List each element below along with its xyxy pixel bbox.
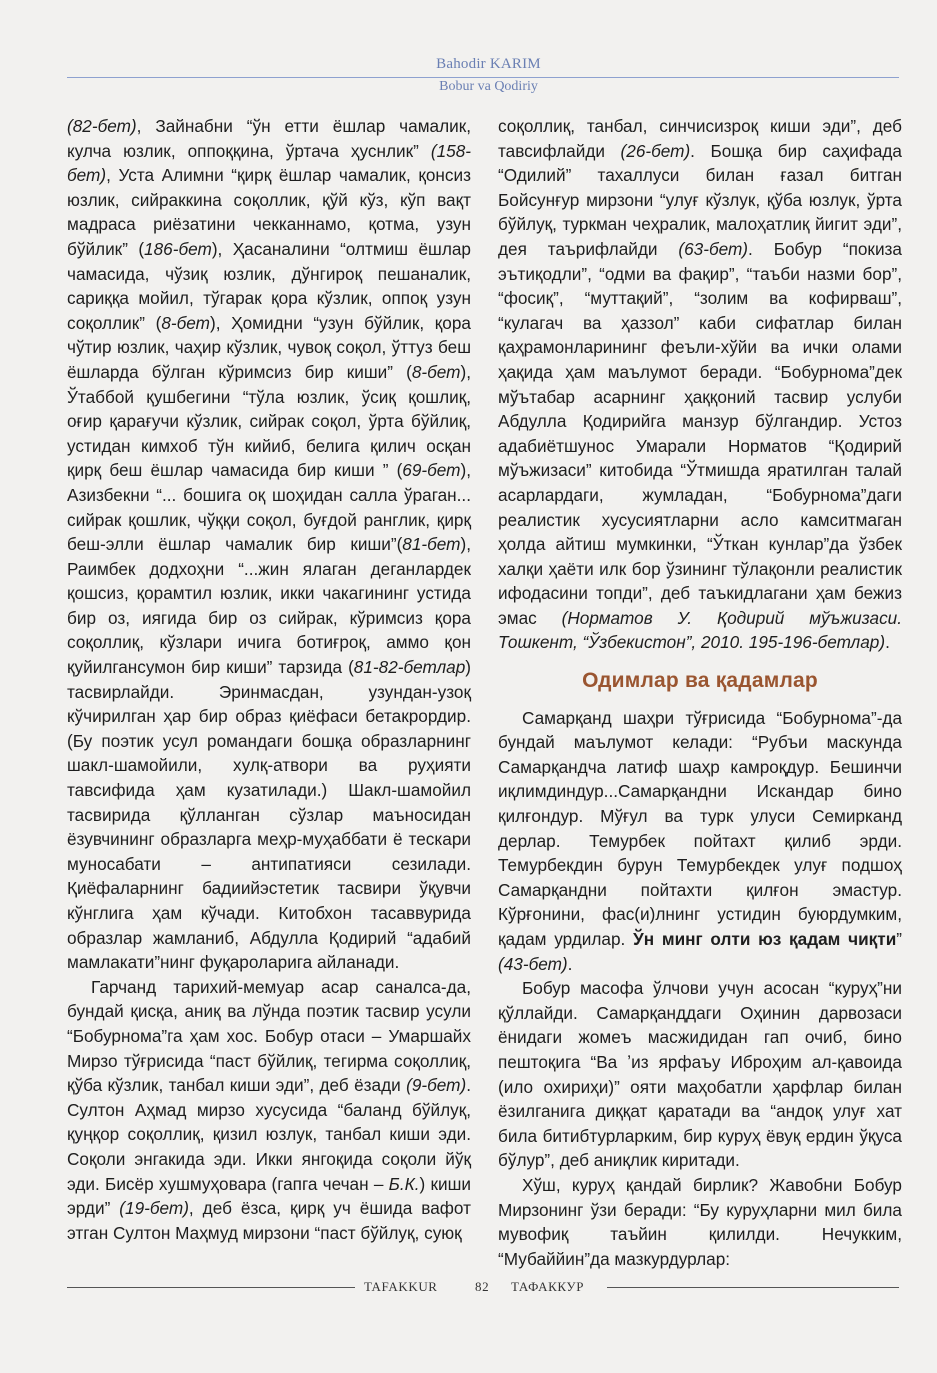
footer-rule-right xyxy=(607,1287,899,1288)
italic-run: (9-бет) xyxy=(406,1075,467,1096)
text-run: . Бобур “покиза эътиқодли”, “одми ва фақир”, “таъби назми бор”, “фосиқ”, “муттақий”, “золим ва кофирваш”, “кулагач ва ҳаззол” каби сифатлар билан қаҳрамонларининг феъли-хўйи ва ички олами ҳақида ҳам маълумот беради. “Бобурнома”дек мўътабар асарнинг ҳаққоний тасвир услуби Абдулла Қодирийга манзур бўлгандир. Устоз адабиётшунос Умарали Норматов “Қодирий мўъжизаси” китобида “Ўтмишда яратилган талай асарлардаги, жумладан, “Бобурнома”даги реалистик хусусиятларни асло камситмаган ҳолда айтиш мумкинки, “Ўткан кунлар”да ўзбек халқи ҳаёти илк бор ўзининг тўлақонли реалистик ифодасини топди”, деб таъкидлагани ҳам бежиз эмас xyxy=(498,238,902,628)
text-run: ), Ҳасаналини “олтмиш ёшлар чамасида, чўзиқ юзлик, дўнгироқ пешаналик, сариққа мойил, тўгарак қора кўзлик, оппоқ узун соқоллик” ( xyxy=(67,238,471,333)
author-name: Bahodir KARIM xyxy=(436,56,541,72)
paragraph xyxy=(498,706,902,977)
text-run: ), Азизбекни “... бошига оқ шоҳидан салла ўраган... сийрак қошлик, чўққи соқол, буғдой ранглик, қирқ беш-элли ёшлар чамалик бир киши”( xyxy=(67,460,471,555)
italic-run: (82-бет) xyxy=(67,116,137,136)
footer-journal-latin: TAFAKKUR xyxy=(364,1279,438,1294)
right-column xyxy=(498,114,902,1271)
italic-run: (26-бет) xyxy=(620,140,691,161)
text-run: соқоллиқ, танбал, синчисизроқ киши эди”, деб тавсифлайди xyxy=(498,116,902,161)
italic-run: 81-82-бетлар xyxy=(353,657,466,678)
text-run: Самарқанд шаҳри тўғрисида “Бобурнома”-да бундай маълумот келади: “Рубъи маскунда Самарқандча латиф шаҳр камроқдур. Бешинчи иқлимдиндур...Самарқандни Искандар бино қилғондур. Мўғул ва турк улуси Семирканд дерлар. Темурбек пойтахт қилиб эрди. Темурбекдин бурун Темурбекдек улуғ подшоҳ Самарқандни пойтахти қилғон эмастур. Кўрғонини, фас(и)лнинг устидин буюрдумким, қадам урдилар. xyxy=(498,707,902,949)
text-run: ” xyxy=(896,929,902,949)
italic-run: Б.К. xyxy=(388,1173,420,1194)
text-run: , Уста Алимни “қирқ ёшлар чамалик, қонсиз юзлик, сийраккина соқоллик, қўй кўз, кўп вақт мадраса риёзатини чекканнамо, қотма, узун бўйлик” ( xyxy=(67,165,471,259)
text-run: Бобур масофа ўлчови учун асосан “куруҳ”ни қўллайди. Самарқанддаги Оҳинин дарвозаси ёнидаги жомеъ масжидидан гап очиб, бино пештоқига “Ва ʼиз ярфаъу Иброҳим ал-қавоида (ило охириҳи)” ояти маҳобатли ҳарфлар билан ёзилганига диққат қаратади ва “андоқ улуғ хат била битибтурларким, бир куруҳ ёвуқ ердин ўқуса бўлур”, деб аниқлик киритади. xyxy=(498,978,902,1171)
text-run: ) киши эрди” xyxy=(67,1173,471,1219)
page-footer xyxy=(67,1277,899,1297)
italic-run: 81-бет xyxy=(402,534,461,555)
text-run: ), Раимбек додхоҳни “...жин ялаган деганлардек қошсиз, қорамтил юзлик, икки чакагининг устида бир оз, иягида бир оз сийрак, кўримсиз қора соқоллиқ, кўзлари ичига ботиғроқ, аммо қон қуйилгансумон бир киши” тарзида ( xyxy=(67,534,471,678)
page-number: 82 xyxy=(475,1279,490,1294)
italic-run: (Норматов У. Қодирий мўъжизаси. Тошкент, “Ўзбекистон”, 2010. 195-196-бетлар) xyxy=(498,607,902,653)
footer-rule-left xyxy=(67,1287,355,1288)
text-run: . Бошқа бир саҳифада “Одилий” тахаллуси билан ғазал битган Бойсунғур мирзони “улуғ кўзлук, қўба юзлук, ўрта бўйлуқ, туркман чеҳралик, малоҳатлиқ йигит эди”, дея таърифлайди xyxy=(498,140,902,259)
text-run: , деб ёзса, қирқ уч ёшида вафот этган Султон Маҳмуд мирзони “паст бўйлуқ, суюқ xyxy=(67,1198,471,1243)
footer-journal-cyrillic: ТАФАККУР xyxy=(511,1279,585,1294)
paragraph xyxy=(498,976,902,1173)
text-run: ), Ҳомидни “узун бўйлик, қора чўтир юзлик, чаҳир кўзлик, чувоқ соқол, ўттуз беш ёшларда бўлган кўримсиз бир киши” ( xyxy=(67,312,471,382)
text-run: . Султон Аҳмад мирзо хусусида “баланд бўйлуқ, қуңқор соқоллиқ, қизил юзлук, танбал киши эди. Соқоли энгакида эди. Икки янгоқида соқоли йўқ эди. Бисёр хушмуҳовара (гапга чечан – xyxy=(67,1075,471,1194)
left-column xyxy=(67,114,471,1245)
text-run: ) тасвирлайди. Эринмасдан, узундан-узоқ кўчирилган ҳар бир образ қиёфаси бетакрордир. (Бу поэтик усул романдаги бошқа образларнинг шакл-шамойили, хулқ-атвори ва руҳияти тавсифида ҳам кузатилади.) Шакл-шамойил тасвирида қўлланган сўзлар маъносидан ёзувчининг образларга меҳр-муҳаббати ё тескари муносабати – антипатияси сезилади. Қиёфаларнинг бадиийэстетик тасвири ўқувчи кўнглига ҳам кўчади. Китобхон тасаввурида образлар жамланиб, Абдулла Қодирий “адабий мамлакати”нинг фуқароларига айланади. xyxy=(67,657,471,973)
italic-run: 8-бет xyxy=(161,312,210,333)
page-header xyxy=(0,56,937,95)
paragraph xyxy=(67,114,471,975)
text-run: Хўш, куруҳ қандай бирлик? Жавобни Бобур Мирзонинг ўзи беради: “Бу куруҳларни мил била мувофиқ таъйин қилилди. Нечукким, “Мубаййин”да мазкурдурлар: xyxy=(498,1174,902,1269)
text-run: , Зайнабни “ўн етти ёшлар чамалик, кулча юзлик, оппоққина, ўртача ҳуснлик” xyxy=(67,116,471,161)
paragraph xyxy=(67,975,471,1246)
italic-run: 69-бет xyxy=(402,460,461,481)
text-run: . xyxy=(885,632,890,653)
running-title: Bobur va Qodiriy xyxy=(439,79,538,94)
italic-run: (43-бет) xyxy=(498,953,568,974)
italic-run: 186-бет xyxy=(144,238,212,259)
text-run: Гарчанд тарихий-мемуар асар саналса-да, бундай қисқа, аниқ ва лўнда поэтик тасвир усули “Бобурнома”га ҳам хос. Бобур отаси – Умаршайх Мирзо тўғрисида “паст бўйлиқ, тегирма соқоллиқ, қўба кўзлик, танбал киши эди”, деб ёзади xyxy=(67,976,471,1096)
italic-run: (158-бет) xyxy=(67,140,471,186)
text-run: ), Ўтаббой қушбегини “тўла юзлик, ўсиқ қошлиқ, оғир қарағучи кўзлик, сийрак соқол, ўрта бўйлиқ, устидан кимхоб тўн кийиб, белига қилич осқан қирқ беш ёшлар чамасида бир киши ” ( xyxy=(67,361,471,481)
bold-run: Ўн минг олти юз қадам чиқти xyxy=(633,929,897,949)
header-rule xyxy=(67,77,899,78)
italic-run: (19-бет) xyxy=(119,1198,189,1219)
paragraph xyxy=(498,1173,902,1271)
section-heading: Одимлар ва қадамлар xyxy=(582,669,818,693)
text-run: . xyxy=(567,953,573,974)
paragraph xyxy=(498,114,902,655)
italic-run: (63-бет) xyxy=(678,238,749,259)
italic-run: 8-бет xyxy=(411,361,461,382)
